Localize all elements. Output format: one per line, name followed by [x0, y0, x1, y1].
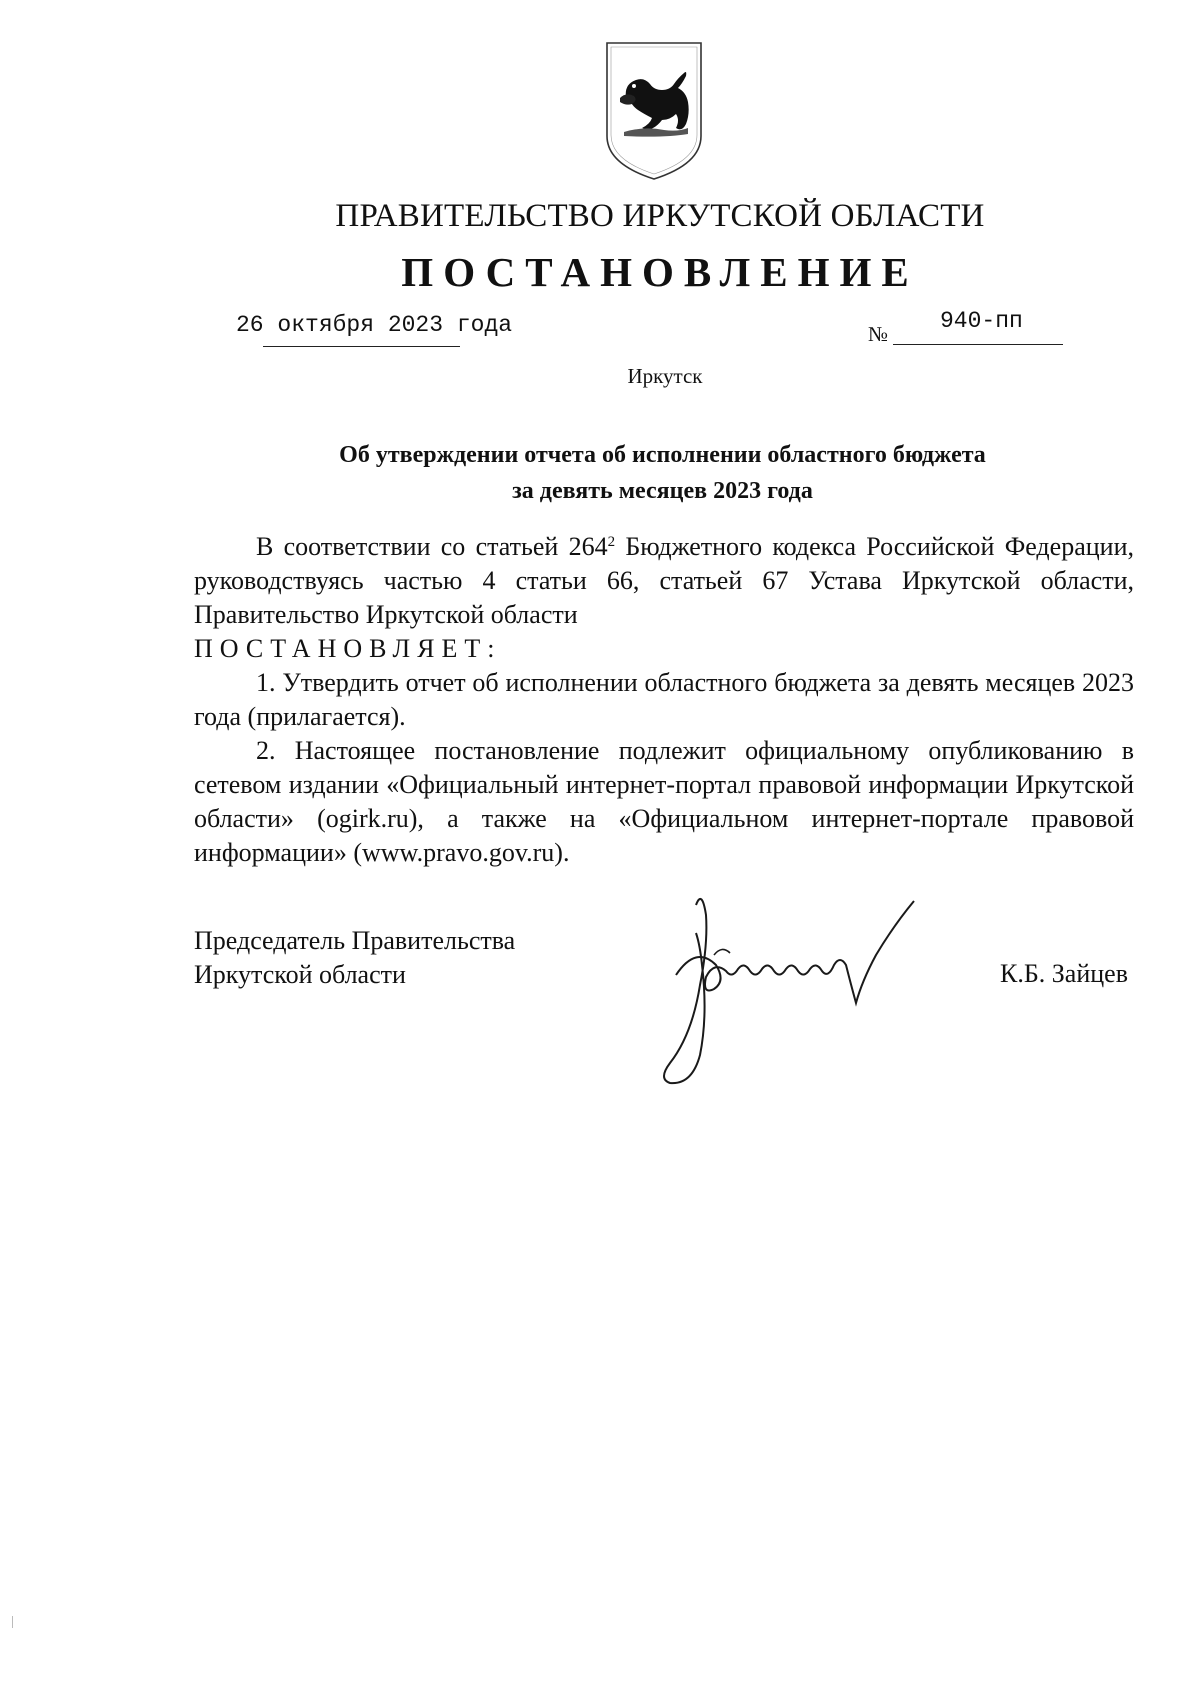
handwritten-signature-icon [656, 885, 946, 1085]
decree-body [194, 530, 1134, 870]
preamble-text-end: Бюджетного кодекса Российской Федерации, руководствуясь частью 4 статьи 66, статьей 67 Устава Иркутской области, Правительство Иркутской области [194, 532, 1134, 629]
government-title: ПРАВИТЕЛЬСТВО ИРКУТСКОЙ ОБЛАСТИ [335, 198, 985, 234]
date-underline [263, 346, 460, 347]
number-sign: № [868, 322, 889, 346]
subject-line-2: за девять месяцев 2023 года [512, 478, 813, 504]
decree-item-1: 1. Утвердить отчет об исполнении областного бюджета за девять месяцев 2023 года (прилагается). [194, 668, 1134, 731]
preamble-text-start: В соответствии со статьей 264 [256, 532, 608, 561]
number-underline [893, 344, 1063, 345]
signatory-name: К.Б. Зайцев [1000, 959, 1128, 988]
decree-date: 26 октября 2023 года [236, 312, 513, 338]
irkutsk-coat-of-arms-icon [604, 40, 704, 182]
preamble-paragraph [194, 530, 1134, 632]
document-type-title: ПОСТАНОВЛЕНИЕ [401, 249, 919, 295]
preamble-superscript: 2 [607, 534, 616, 550]
signatory-position [194, 924, 515, 992]
position-line-1: Председатель Правительства [194, 926, 516, 955]
decrees-heading: ПОСТАНОВЛЯЕТ: [194, 634, 502, 663]
decree-subject [0, 437, 1200, 509]
decree-item-2: 2. Настоящее постановление подлежит официальному опубликованию в сетевом издании «Официальный интернет-портал правовой информации Иркутской области» (ogirk.ru), а также на «Официальном интернет-портале правовой информации» (www.pravo.gov.ru). [194, 736, 1134, 867]
position-line-2: Иркутской области [194, 960, 406, 989]
scan-edge-mark [12, 1616, 13, 1628]
city-name: Иркутск [627, 364, 703, 388]
subject-line-1: Об утверждении отчета об исполнении областного бюджета [339, 442, 986, 468]
decree-number: 940-пп [940, 308, 1023, 334]
